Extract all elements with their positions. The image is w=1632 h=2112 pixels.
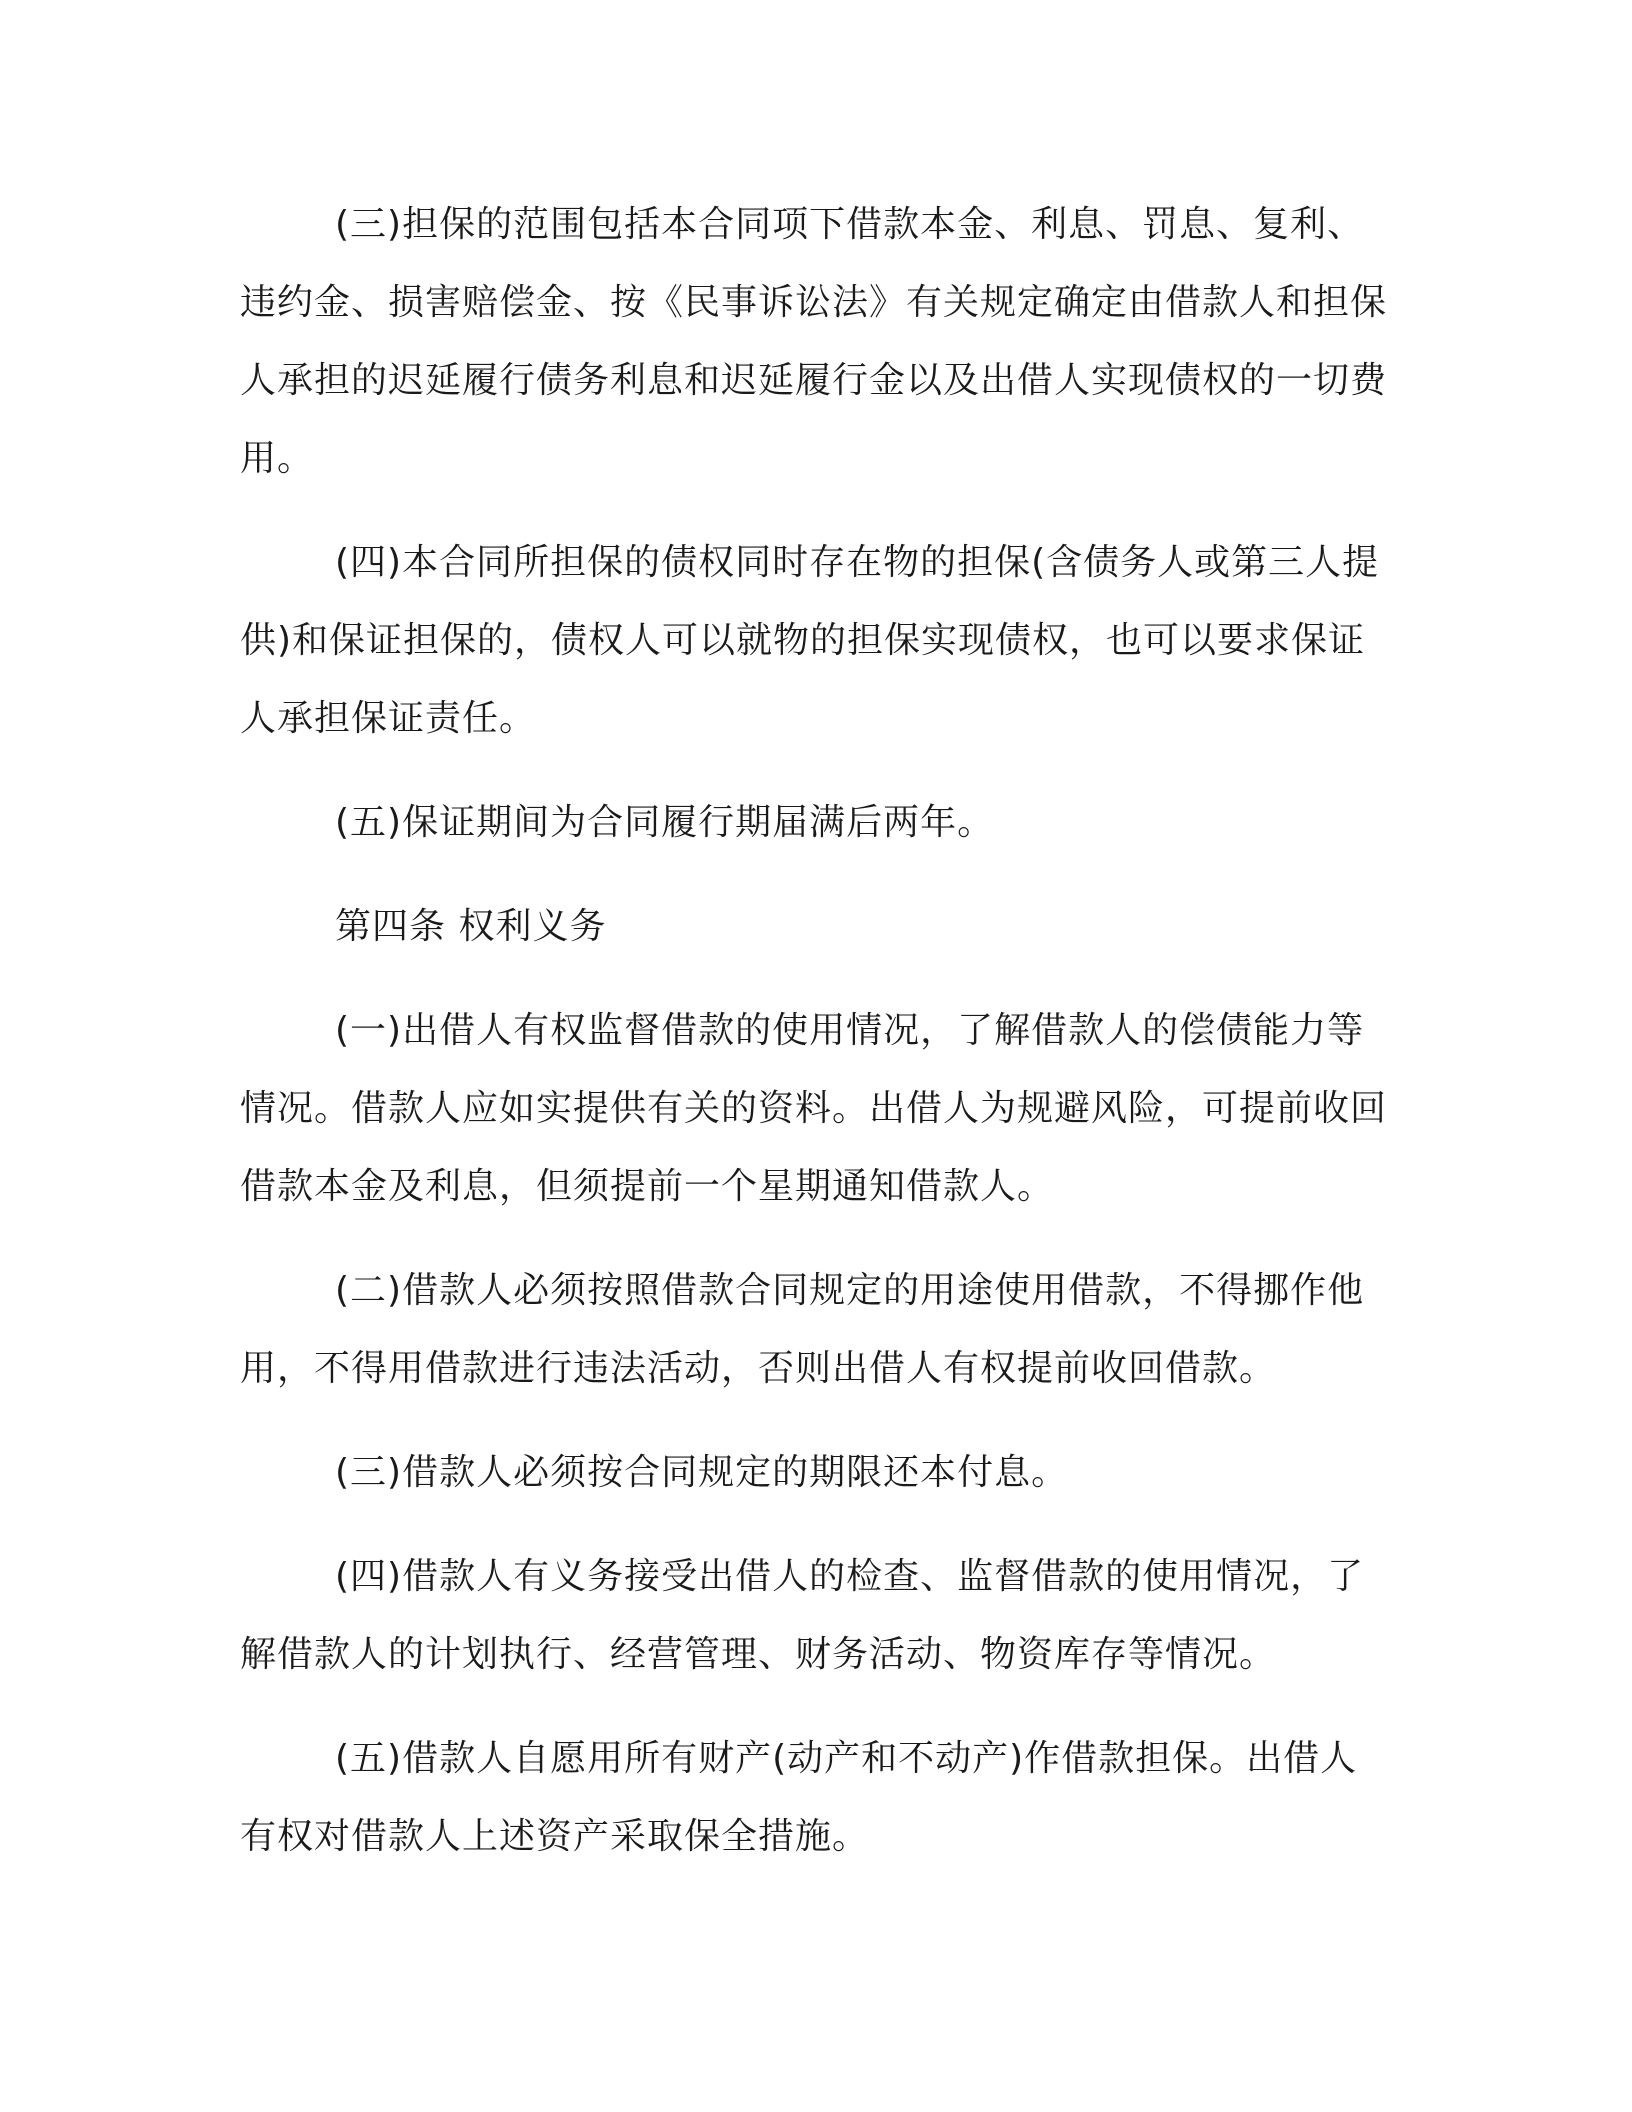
paragraph-loan-purpose: (二)借款人必须按照借款合同规定的用途使用借款，不得挪作他用，不得用借款进行违法活动，否则出借人有权提前收回借款。: [240, 1270, 1365, 1389]
section-heading-rights-obligations: 第四条 权利义务: [335, 906, 607, 947]
paragraph-collateral: (五)借款人自愿用所有财产(动产和不动产)作借款担保。出借人有权对借款人上述资产采取保全措施。: [240, 1738, 1358, 1857]
paragraph-guarantee-scope: (三)担保的范围包括本合同项下借款本金、利息、罚息、复利、违约金、损害赔偿金、按《民事诉讼法》有关规定确定由借款人和担保人承担的迟延履行债务利息和迟延履行金以及出借人实现债权的一切费用。: [240, 204, 1388, 479]
paragraph-repayment: (三)借款人必须按合同规定的期限还本付息。: [335, 1452, 1069, 1493]
paragraph-guarantee-period: (五)保证期间为合同履行期届满后两年。: [335, 802, 995, 843]
document-body: [240, 186, 1390, 1902]
paragraph-inspection-obligation: (四)借款人有义务接受出借人的检查、监督借款的使用情况，了解借款人的计划执行、经营管理、财务活动、物资库存等情况。: [240, 1556, 1365, 1675]
paragraph-concurrent-security: (四)本合同所担保的债权同时存在物的担保(含债务人或第三人提供)和保证担保的，债权人可以就物的担保实现债权，也可以要求保证人承担保证责任。: [240, 542, 1380, 739]
paragraph-lender-supervision: (一)出借人有权监督借款的使用情况，了解借款人的偿债能力等情况。借款人应如实提供有关的资料。出借人为规避风险，可提前收回借款本金及利息，但须提前一个星期通知借款人。: [240, 1010, 1388, 1207]
